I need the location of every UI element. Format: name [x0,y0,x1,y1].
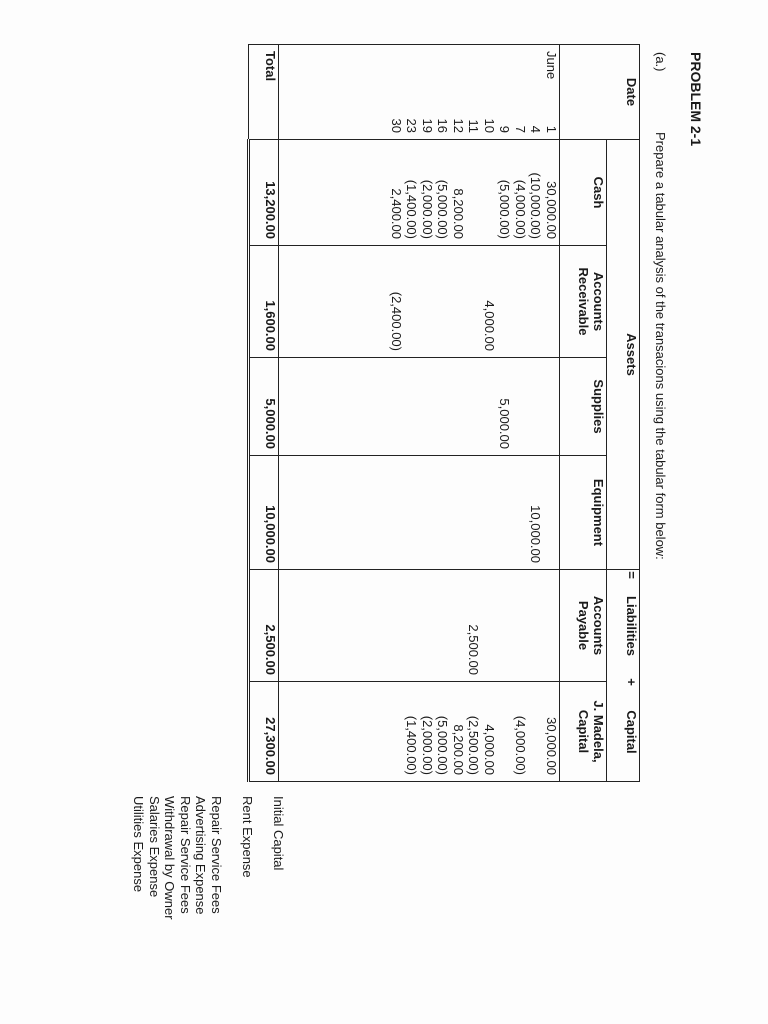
day-list [389,95,560,133]
equals-sign: = [624,571,639,579]
capital-column [279,682,560,782]
capital-cell: 4,000.00 [482,724,497,775]
supplies-cell [435,364,451,449]
ap-cell [435,576,451,675]
cash-cell: (5,000.00) [497,179,513,239]
supplies-cell [451,364,467,449]
group-header-row [607,45,640,782]
note-item: Salaries Expense [147,796,162,898]
supplies-header: Supplies [560,358,607,456]
total-ap: 2,500.00 [249,570,279,682]
cash-header: Cash [560,140,607,246]
accounts-payable-header: Accounts Payable [560,570,607,682]
equipment-cell [497,462,513,563]
cash-cell: (4,000.00) [513,179,528,239]
capital-header: J. Madela, Capital [560,682,607,782]
day-cell: 4 [528,125,544,133]
ap-cell [528,576,544,675]
ap-cell [482,576,498,675]
equipment-cell: 10,000.00 [528,505,544,563]
month-label: June [544,51,559,80]
cash-cell: 2,400.00 [389,188,404,239]
capital-cell: (5,000.00) [435,715,451,775]
equipment-cell [435,462,451,563]
total-capital: 27,300.00 [249,682,279,782]
total-supplies: 5,000.00 [249,358,279,456]
column-header-row [560,45,607,782]
note-item: Withdrawal by Owner [162,796,178,920]
total-row [249,45,279,782]
supplies-cell [528,364,544,449]
ap-cell [420,576,436,675]
liabilities-capital-header: Liabilities + Capital [607,570,640,782]
supplies-column [279,358,560,456]
ar-cell [420,252,436,351]
transaction-notes [116,796,287,920]
cash-cell: 30,000.00 [544,181,559,239]
supplies-cell [389,364,405,449]
supplies-cell [420,364,436,449]
day-cell: 10 [482,118,497,133]
cash-cell [466,146,482,239]
note-item: Initial Capital [271,796,286,871]
problem-title: PROBLEM 2-1 [688,52,704,147]
cash-cell: 8,200.00 [451,188,466,239]
ap-cell [404,576,420,675]
ar-cell [404,252,420,351]
note-item: Repair Service Fees [209,796,224,914]
total-cash: 13,200.00 [249,140,279,246]
assets-header: Assets = [607,140,640,570]
cash-cell: (10,000.00) [528,172,544,239]
note-item: Rent Expense [240,796,255,878]
ar-cell [451,252,467,351]
ap-cell [544,576,560,675]
equipment-cell [482,462,498,563]
ar-cell [513,252,529,351]
ap-cell [513,576,529,675]
day-cell: 11 [466,119,482,133]
capital-cell: (2,000.00) [420,715,435,775]
ar-cell [435,252,451,351]
date-column [279,45,560,140]
transactions-body [279,45,560,782]
day-cell: 16 [435,118,451,133]
equipment-cell [451,462,467,563]
equipment-cell [466,462,482,563]
accounts-payable-column [279,570,560,682]
supplies-cell [482,364,498,449]
cash-column [279,140,560,246]
day-cell: 12 [451,118,466,133]
equipment-cell [544,462,560,563]
ap-cell [451,576,467,675]
day-cell: 19 [420,118,435,133]
tabular-analysis-table [247,44,640,782]
note-item: Repair Service Fees [178,796,193,914]
ap-cell [497,576,513,675]
note-item: Utilities Expense [131,796,147,893]
ar-cell [528,252,544,351]
ar-cell [466,252,482,351]
date-header: Date [560,45,640,140]
capital-cell: 30,000.00 [544,717,559,775]
day-cell: 7 [513,125,528,133]
day-cell: 1 [544,125,559,133]
ap-cell: 2,500.00 [466,624,482,675]
capital-cell [497,688,513,775]
supplies-cell [466,364,482,449]
day-cell: 30 [389,118,404,133]
cash-cell [482,146,498,239]
note-item: Advertising Expense [193,796,209,915]
accounts-receivable-header: Accounts Receivable [560,246,607,358]
capital-cell: (2,500.00) [466,715,482,775]
total-equipment: 10,000.00 [249,456,279,570]
cash-cell: (2,000.00) [420,179,435,239]
supplies-cell: 5,000.00 [497,398,513,449]
ar-cell: (2,400.00) [389,291,404,351]
day-cell: 9 [497,125,513,133]
equipment-cell [513,462,529,563]
ap-cell [389,576,405,675]
total-label: Total [249,45,279,140]
part-label: (a.) [653,52,668,72]
capital-cell: (4,000.00) [513,715,528,775]
day-cell: 23 [404,118,420,133]
equipment-header: Equipment [560,456,607,570]
capital-cell [389,688,405,775]
equipment-column [279,456,560,570]
equipment-cell [404,462,420,563]
cash-cell: (5,000.00) [435,179,451,239]
equipment-cell [389,462,405,563]
plus-sign: + [624,678,639,686]
supplies-cell [544,364,560,449]
cash-cell: (1,400.00) [404,179,420,239]
note-item [224,796,240,920]
ar-cell [544,252,560,351]
supplies-cell [513,364,529,449]
note-item [116,796,132,920]
instruction-text: Prepare a tabular analysis of the transacions using the tabular form below: [653,132,668,560]
ar-cell [497,252,513,351]
supplies-cell [404,364,420,449]
note-item [255,796,271,920]
capital-cell: 8,200.00 [451,724,466,775]
ar-cell: 4,000.00 [482,300,497,351]
accounts-receivable-column [279,246,560,358]
capital-cell: (1,400.00) [404,715,420,775]
capital-cell [528,688,544,775]
total-ar: 1,600.00 [249,246,279,358]
equipment-cell [420,462,436,563]
